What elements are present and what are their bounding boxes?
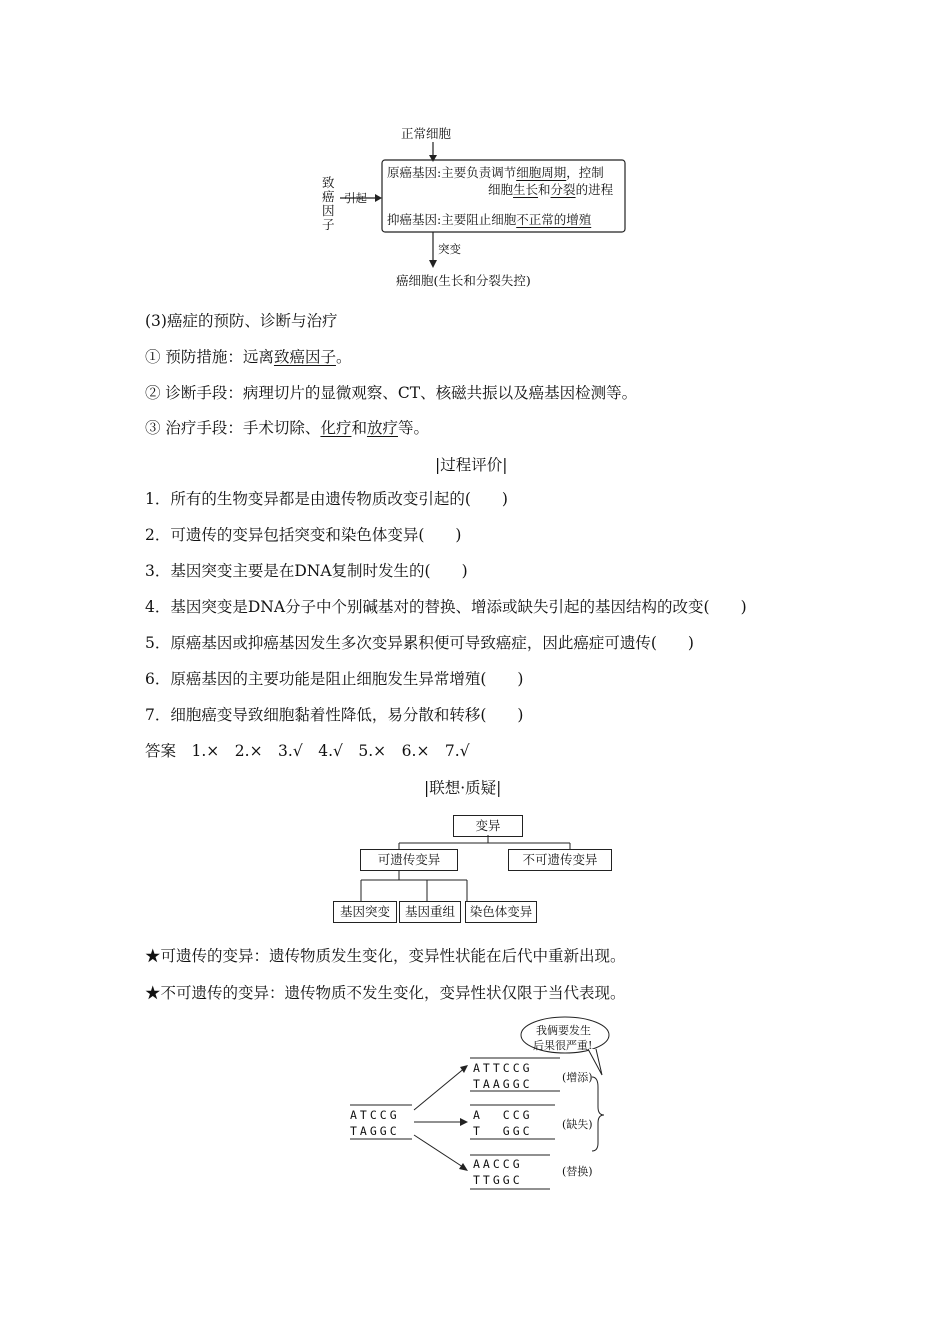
tree-heritable-variation: 可遗传变异 <box>360 849 458 871</box>
proto-oncogene-line1 <box>387 163 604 181</box>
tumor-suppressor-line <box>387 210 591 228</box>
item1-suffix: 。 <box>335 348 352 366</box>
tree-root-variation: 变异 <box>453 815 523 837</box>
proto-and: 和 <box>538 182 551 197</box>
tree-non-heritable-variation: 不可遗传变异 <box>508 849 612 871</box>
item3-mid: 和 <box>351 419 367 437</box>
heritable-note: ★可遗传的变异：遗传物质发生变化，变异性状能在后代中重新出现。 <box>145 947 626 965</box>
insert-label: (增添) <box>562 1071 593 1084</box>
tree-gene-recombination: 基因重组 <box>399 901 461 923</box>
item1-carcinogen: 致癌因子 <box>273 348 336 366</box>
carcinogen-char: 致 <box>322 175 335 190</box>
proto-division: 分裂 <box>550 182 576 197</box>
replace-label: (替换) <box>562 1165 593 1178</box>
proto-prefix: 原癌基因:主要负责调节 <box>387 165 517 180</box>
proto-cell: 细胞 <box>488 182 514 197</box>
normal-cell-label: 正常细胞 <box>401 126 452 141</box>
dna-insert-top: ATTCCG <box>473 1061 533 1075</box>
item3-radiotherapy: 放疗 <box>366 419 398 437</box>
dna-insert-bottom: TAAGGC <box>473 1077 533 1091</box>
item3-suffix: 等。 <box>397 419 429 437</box>
dna-replace-top: AACCG <box>473 1157 523 1171</box>
prevention-item-1 <box>145 347 351 367</box>
association-title: |联想·质疑| <box>424 779 502 797</box>
carcinogen-char: 因 <box>322 203 335 218</box>
non-heritable-note: ★不可遗传的变异：遗传物质不发生变化，变异性状仅限于当代表现。 <box>145 984 626 1002</box>
carcinogen-char: 子 <box>322 217 335 232</box>
bubble-line-1: 我俩要发生 <box>536 1024 591 1037</box>
evaluation-item: 7．细胞癌变导致细胞黏着性降低，易分散和转移( ) <box>145 706 524 724</box>
dna-replace-bottom: TTGGC <box>473 1173 523 1187</box>
proto-end: 的进程 <box>575 182 614 197</box>
suppressor-prefix: 抑癌基因:主要阻止细胞 <box>387 212 517 227</box>
dna-delete-bottom: T GGC <box>473 1124 533 1138</box>
proto-growth: 生长 <box>513 182 539 197</box>
cause-label: 引起 <box>344 191 367 205</box>
bubble-line-2: 后果很严重! <box>533 1039 593 1052</box>
dna-original-bottom: TAGGC <box>350 1124 400 1138</box>
evaluation-item: 2．可遗传的变异包括突变和染色体变异( ) <box>145 526 462 544</box>
carcinogen-label <box>322 176 335 232</box>
prevention-heading: (3)癌症的预防、诊断与治疗 <box>145 312 338 330</box>
suppressor-abnormal-proliferation: 不正常的增殖 <box>516 212 592 227</box>
dna-original-top: ATCCG <box>350 1108 400 1122</box>
tree-gene-mutation: 基因突变 <box>333 901 397 923</box>
item3-chemotherapy: 化疗 <box>320 419 352 437</box>
prevention-item-3 <box>145 418 429 438</box>
proto-mid: ，控制 <box>566 165 604 180</box>
delete-label: (缺失) <box>562 1118 593 1131</box>
cancer-cell-label: 癌细胞(生长和分裂失控) <box>396 273 531 288</box>
item3-prefix: ③ 治疗手段：手术切除、 <box>145 419 321 437</box>
evaluation-item: 1．所有的生物变异都是由遗传物质改变引起的( ) <box>145 490 508 508</box>
evaluation-item: 3．基因突变主要是在DNA复制时发生的( ) <box>145 562 468 580</box>
evaluation-item: 5．原癌基因或抑癌基因发生多次变异累积便可导致癌症，因此癌症可遗传( ) <box>145 634 694 652</box>
prevention-item-2: ② 诊断手段：病理切片的显微观察、CT、核磁共振以及癌基因检测等。 <box>145 384 638 402</box>
proto-oncogene-line2 <box>488 180 613 198</box>
carcinogen-char: 癌 <box>322 189 335 204</box>
evaluation-item: 6．原癌基因的主要功能是阻止细胞发生异常增殖( ) <box>145 670 524 688</box>
evaluation-answers: 答案 1.× 2.× 3.√ 4.√ 5.× 6.× 7.√ <box>145 742 470 760</box>
dna-delete-top: A CCG <box>473 1108 533 1122</box>
proto-cell-cycle: 细胞周期 <box>516 165 567 180</box>
evaluation-item: 4．基因突变是DNA分子中个别碱基对的替换、增添或缺失引起的基因结构的改变( ) <box>145 598 747 616</box>
mutation-label: 突变 <box>438 242 461 256</box>
tree-chromosome-variation: 染色体变异 <box>465 901 537 923</box>
evaluation-title: |过程评价| <box>435 456 508 474</box>
item1-prefix: ① 预防措施：远离 <box>145 348 274 366</box>
